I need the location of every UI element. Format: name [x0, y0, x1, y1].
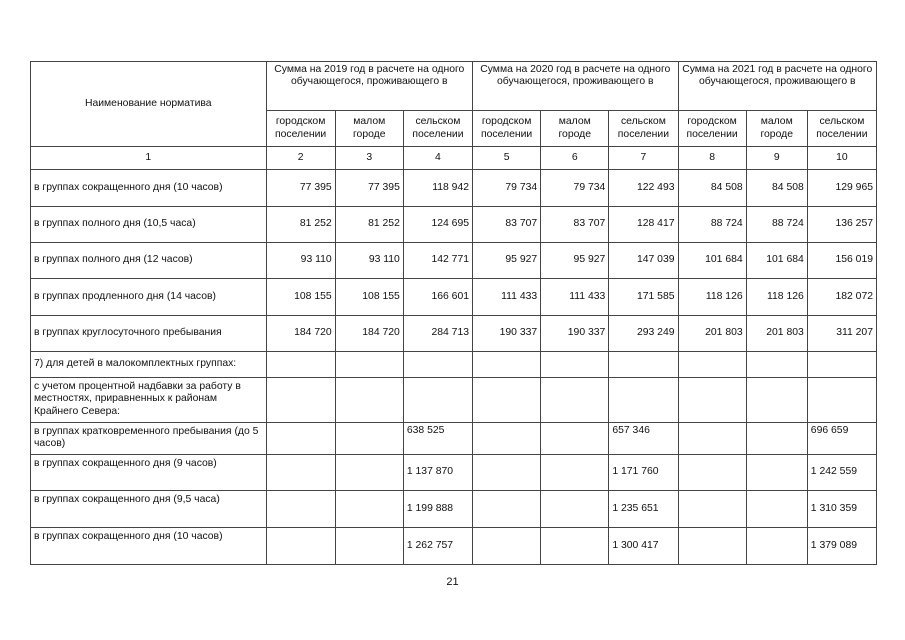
value-cell: 1 242 559 [807, 455, 876, 491]
value-cell: 84 508 [746, 170, 807, 207]
value-cell [746, 491, 807, 528]
value-cell [678, 491, 746, 528]
value-cell [473, 352, 541, 378]
value-cell: 156 019 [807, 243, 876, 279]
value-cell [807, 378, 876, 423]
value-cell: 108 155 [335, 279, 403, 316]
value-cell: 142 771 [403, 243, 472, 279]
value-cell [746, 455, 807, 491]
column-number: 1 [31, 147, 267, 170]
table-row [31, 378, 877, 423]
value-cell: 136 257 [807, 207, 876, 243]
value-cell: 638 525 [403, 423, 472, 455]
value-cell: 166 601 [403, 279, 472, 316]
value-cell [266, 423, 335, 455]
normative-table [30, 61, 877, 565]
value-cell: 190 337 [473, 316, 541, 352]
value-cell: 101 684 [746, 243, 807, 279]
value-cell: 184 720 [335, 316, 403, 352]
value-cell: 129 965 [807, 170, 876, 207]
value-cell [403, 352, 472, 378]
norm-label-cell: в группах кратковременного пребывания (до 5 часов) [31, 423, 267, 455]
value-cell [678, 423, 746, 455]
value-cell: 111 433 [541, 279, 609, 316]
table-row [31, 316, 877, 352]
value-cell: 1 137 870 [403, 455, 472, 491]
subheader-rural: сельском поселении [609, 111, 678, 147]
value-cell: 128 417 [609, 207, 678, 243]
subheader-urban: городском поселении [678, 111, 746, 147]
value-cell [335, 423, 403, 455]
year-2021-header: Сумма на 2021 год в расчете на одного обучающегося, проживающего в [678, 62, 877, 111]
value-cell: 657 346 [609, 423, 678, 455]
subheader-rural: сельском поселении [403, 111, 472, 147]
norm-label-cell: в группах сокращенного дня (10 часов) [31, 170, 267, 207]
value-cell: 79 734 [541, 170, 609, 207]
value-cell: 83 707 [541, 207, 609, 243]
value-cell: 1 379 089 [807, 528, 876, 565]
value-cell [678, 455, 746, 491]
table-body [31, 170, 877, 565]
value-cell: 1 235 651 [609, 491, 678, 528]
value-cell [266, 491, 335, 528]
value-cell [746, 352, 807, 378]
subheader-urban: городском поселении [473, 111, 541, 147]
table-row [31, 207, 877, 243]
value-cell: 1 199 888 [403, 491, 472, 528]
table-row [31, 455, 877, 491]
norm-name-header: Наименование норматива [31, 62, 267, 147]
norm-label-cell: в группах продленного дня (14 часов) [31, 279, 267, 316]
value-cell: 83 707 [473, 207, 541, 243]
value-cell [541, 455, 609, 491]
value-cell: 93 110 [335, 243, 403, 279]
value-cell: 77 395 [335, 170, 403, 207]
table-row [31, 528, 877, 565]
value-cell: 101 684 [678, 243, 746, 279]
value-cell [678, 352, 746, 378]
column-number: 5 [473, 147, 541, 170]
value-cell [541, 528, 609, 565]
value-cell: 311 207 [807, 316, 876, 352]
value-cell [473, 378, 541, 423]
norm-label-cell: в группах полного дня (10,5 часа) [31, 207, 267, 243]
table-row [31, 491, 877, 528]
value-cell [541, 352, 609, 378]
value-cell [266, 455, 335, 491]
value-cell: 696 659 [807, 423, 876, 455]
column-number: 4 [403, 147, 472, 170]
value-cell [609, 352, 678, 378]
value-cell: 122 493 [609, 170, 678, 207]
value-cell: 147 039 [609, 243, 678, 279]
subheader-small-town: малом городе [746, 111, 807, 147]
value-cell: 1 310 359 [807, 491, 876, 528]
value-cell: 1 262 757 [403, 528, 472, 565]
column-number-row [31, 147, 877, 170]
value-cell: 190 337 [541, 316, 609, 352]
value-cell: 118 126 [678, 279, 746, 316]
header-row-years [31, 62, 877, 111]
subheader-urban: городском поселении [266, 111, 335, 147]
value-cell [335, 528, 403, 565]
norm-label-cell: с учетом процентной надбавки за работу в местностях, приравненных к районам Крайнего Севера: [31, 378, 267, 423]
value-cell: 118 942 [403, 170, 472, 207]
column-number: 2 [266, 147, 335, 170]
value-cell [678, 378, 746, 423]
column-number: 7 [609, 147, 678, 170]
value-cell: 201 803 [746, 316, 807, 352]
value-cell: 293 249 [609, 316, 678, 352]
value-cell: 171 585 [609, 279, 678, 316]
value-cell: 81 252 [335, 207, 403, 243]
value-cell: 95 927 [473, 243, 541, 279]
table-row [31, 423, 877, 455]
value-cell: 79 734 [473, 170, 541, 207]
value-cell: 182 072 [807, 279, 876, 316]
value-cell [746, 528, 807, 565]
value-cell: 93 110 [266, 243, 335, 279]
norm-label-cell: в группах полного дня (12 часов) [31, 243, 267, 279]
norm-label-cell: в группах сокращенного дня (9,5 часа) [31, 491, 267, 528]
value-cell [609, 378, 678, 423]
value-cell [473, 423, 541, 455]
table-row [31, 352, 877, 378]
value-cell: 124 695 [403, 207, 472, 243]
column-number: 8 [678, 147, 746, 170]
page-number: 21 [446, 576, 459, 588]
value-cell: 81 252 [266, 207, 335, 243]
value-cell: 88 724 [678, 207, 746, 243]
value-cell: 77 395 [266, 170, 335, 207]
value-cell: 95 927 [541, 243, 609, 279]
table-row [31, 170, 877, 207]
norm-label-cell: в группах круглосуточного пребывания [31, 316, 267, 352]
value-cell: 84 508 [678, 170, 746, 207]
value-cell: 118 126 [746, 279, 807, 316]
column-number: 6 [541, 147, 609, 170]
value-cell: 108 155 [266, 279, 335, 316]
value-cell [266, 528, 335, 565]
value-cell [541, 378, 609, 423]
value-cell [746, 378, 807, 423]
column-number: 10 [807, 147, 876, 170]
value-cell [335, 455, 403, 491]
value-cell: 88 724 [746, 207, 807, 243]
year-2019-header: Сумма на 2019 год в расчете на одного обучающегося, проживающего в [266, 62, 472, 111]
value-cell: 284 713 [403, 316, 472, 352]
value-cell: 1 300 417 [609, 528, 678, 565]
subheader-small-town: малом городе [335, 111, 403, 147]
value-cell [807, 352, 876, 378]
norm-label-cell: 7) для детей в малокомплектных группах: [31, 352, 267, 378]
value-cell: 201 803 [678, 316, 746, 352]
value-cell [473, 528, 541, 565]
value-cell [335, 491, 403, 528]
table-row [31, 279, 877, 316]
value-cell: 111 433 [473, 279, 541, 316]
column-number: 9 [746, 147, 807, 170]
column-number: 3 [335, 147, 403, 170]
year-2020-header: Сумма на 2020 год в расчете на одного обучающегося, проживающего в [473, 62, 678, 111]
value-cell [473, 455, 541, 491]
value-cell [403, 378, 472, 423]
value-cell [678, 528, 746, 565]
value-cell [266, 352, 335, 378]
norm-label-cell: в группах сокращенного дня (10 часов) [31, 528, 267, 565]
subheader-rural: сельском поселении [807, 111, 876, 147]
value-cell [473, 491, 541, 528]
value-cell [541, 423, 609, 455]
value-cell [335, 352, 403, 378]
value-cell [266, 378, 335, 423]
value-cell: 184 720 [266, 316, 335, 352]
value-cell [335, 378, 403, 423]
table-row [31, 243, 877, 279]
subheader-small-town: малом городе [541, 111, 609, 147]
value-cell [541, 491, 609, 528]
value-cell: 1 171 760 [609, 455, 678, 491]
value-cell [746, 423, 807, 455]
norm-label-cell: в группах сокращенного дня (9 часов) [31, 455, 267, 491]
